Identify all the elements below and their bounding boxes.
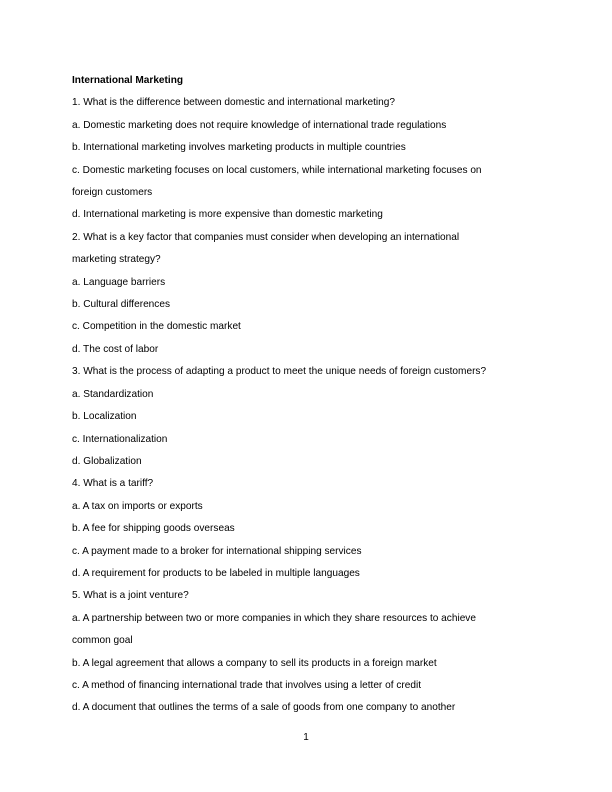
answer-option: d. International marketing is more expensive than domestic marketing — [72, 209, 383, 221]
question-continuation: marketing strategy? — [72, 254, 161, 266]
answer-option: d. A requirement for products to be labeled in multiple languages — [72, 567, 360, 579]
answer-option: c. A method of financing international trade that involves using a letter of credit — [72, 679, 422, 691]
answer-option: c. Competition in the domestic market — [72, 321, 241, 333]
answer-option-continuation: common goal — [72, 635, 133, 647]
answer-option: d. A document that outlines the terms of a sale of goods from one company to another — [72, 702, 456, 714]
answer-option: b. A legal agreement that allows a company to sell its products in a foreign market — [72, 657, 437, 669]
answer-option: c. Domestic marketing focuses on local customers, while international marketing focuses on — [72, 164, 482, 176]
page-number: 1 — [303, 732, 309, 743]
answer-option: a. A tax on imports or exports — [72, 500, 203, 512]
question-1: 1. What is the difference between domestic and international marketing? — [72, 97, 395, 109]
answer-option: b. A fee for shipping goods overseas — [72, 523, 235, 535]
answer-option: a. Domestic marketing does not require knowledge of international trade regulations — [72, 119, 447, 131]
question-5: 5. What is a joint venture? — [72, 590, 189, 602]
answer-option: b. International marketing involves marketing products in multiple countries — [72, 142, 406, 154]
answer-option-continuation: foreign customers — [72, 187, 153, 199]
document-title: International Marketing — [72, 75, 184, 86]
answer-option: a. Language barriers — [72, 276, 166, 288]
question-4: 4. What is a tariff? — [72, 478, 154, 490]
answer-option: b. Cultural differences — [72, 299, 170, 311]
answer-option: b. Localization — [72, 411, 137, 423]
answer-option: d. The cost of labor — [72, 343, 159, 355]
question-2: 2. What is a key factor that companies must consider when developing an international — [72, 231, 460, 243]
answer-option: c. Internationalization — [72, 433, 168, 445]
answer-option: d. Globalization — [72, 455, 142, 467]
answer-option: a. A partnership between two or more companies in which they share resources to achieve — [72, 612, 476, 624]
question-3: 3. What is the process of adapting a product to meet the unique needs of foreign customers? — [72, 366, 487, 378]
answer-option: a. Standardization — [72, 388, 154, 400]
document-body — [72, 70, 542, 720]
answer-option: c. A payment made to a broker for international shipping services — [72, 545, 362, 557]
